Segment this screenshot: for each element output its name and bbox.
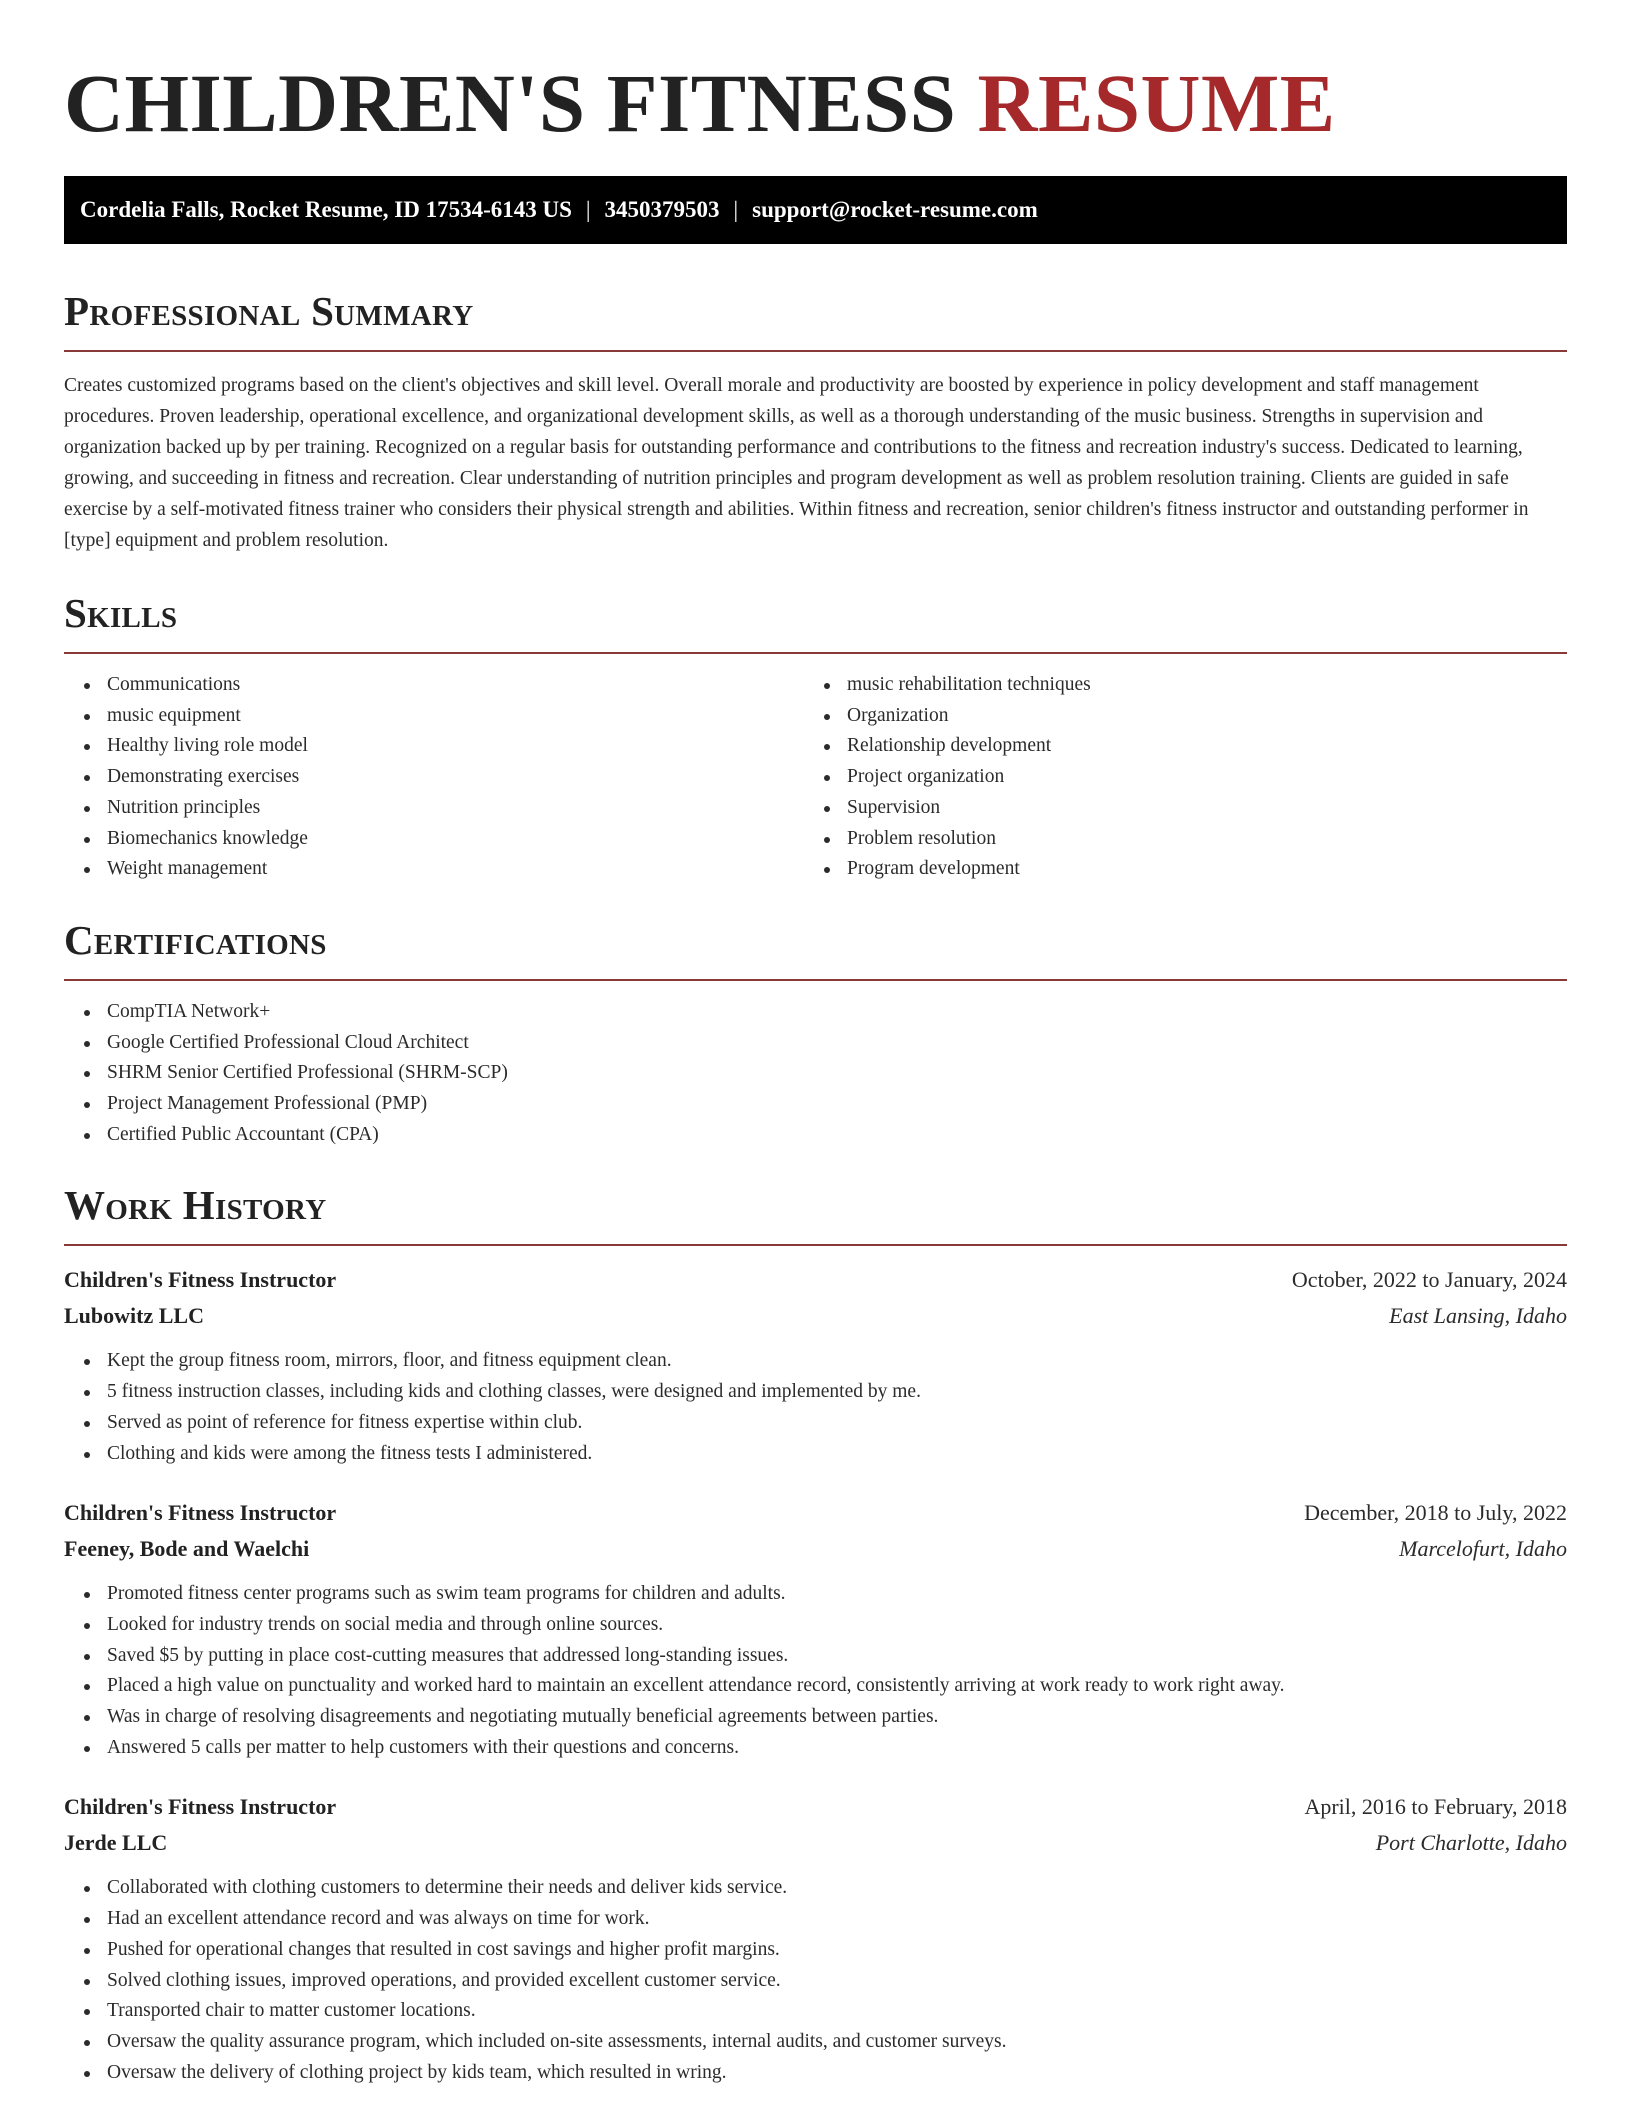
job-header-row	[64, 1262, 1567, 1298]
job-entry	[64, 1495, 1567, 1763]
skill-item: Problem resolution	[804, 824, 1544, 855]
job-duty-item: 5 fitness instruction classes, including kids and clothing classes, were designed and implemented by me.	[64, 1377, 1567, 1408]
contact-address: Cordelia Falls, Rocket Resume, ID 17534-6143 US	[80, 197, 572, 222]
resume-title	[64, 0, 1567, 152]
certifications-section	[64, 915, 1567, 1151]
job-duty-item: Kept the group fitness room, mirrors, floor, and fitness equipment clean.	[64, 1346, 1567, 1377]
section-title-summary: Professional Summary	[64, 288, 474, 334]
job-duty-item: Saved $5 by putting in place cost-cutting measures that addressed long-standing issues.	[64, 1641, 1567, 1672]
contact-email: support@rocket-resume.com	[752, 197, 1038, 222]
job-duty-item: Had an excellent attendance record and was always on time for work.	[64, 1904, 1567, 1935]
section-divider	[64, 979, 1567, 981]
job-company: Feeney, Bode and Waelchi	[64, 1536, 310, 1562]
summary-section	[64, 286, 1567, 556]
skill-item: Program development	[804, 854, 1544, 885]
job-duty-item: Pushed for operational changes that resulted in cost savings and higher profit margins.	[64, 1935, 1567, 1966]
skill-item: Weight management	[64, 854, 804, 885]
skill-item: music equipment	[64, 701, 804, 732]
job-title: Children's Fitness Instructor	[64, 1500, 337, 1526]
section-divider	[64, 1244, 1567, 1246]
resume-page	[64, 0, 1567, 2088]
contact-phone: 3450379503	[604, 197, 720, 222]
job-duties-list	[64, 1346, 1567, 1469]
job-location: East Lansing, Idaho	[1389, 1303, 1567, 1329]
job-duty-item: Solved clothing issues, improved operations, and provided excellent customer service.	[64, 1966, 1567, 1997]
skills-grid	[64, 670, 1567, 885]
certification-item: Project Management Professional (PMP)	[64, 1089, 1567, 1120]
job-entry	[64, 1789, 1567, 2088]
certification-item: Google Certified Professional Cloud Architect	[64, 1028, 1567, 1059]
job-duty-item: Placed a high value on punctuality and worked hard to maintain an excellent attendance record, consistently arriving at work ready to work right away.	[64, 1671, 1567, 1702]
job-duty-item: Was in charge of resolving disagreements and negotiating mutually beneficial agreements between parties.	[64, 1702, 1567, 1733]
job-duties-list	[64, 1873, 1567, 2088]
job-duty-item: Transported chair to matter customer locations.	[64, 1996, 1567, 2027]
job-dates: April, 2016 to February, 2018	[1304, 1794, 1567, 1820]
contact-bar	[64, 176, 1567, 244]
work-history-section	[64, 1180, 1567, 2088]
job-duty-item: Collaborated with clothing customers to determine their needs and deliver kids service.	[64, 1873, 1567, 1904]
skill-item: Biomechanics knowledge	[64, 824, 804, 855]
job-location: Port Charlotte, Idaho	[1375, 1830, 1567, 1856]
skills-list-right	[804, 670, 1544, 885]
job-dates: October, 2022 to January, 2024	[1291, 1267, 1567, 1293]
summary-text: Creates customized programs based on the client's objectives and skill level. Overall morale and productivity are boosted by experience in policy development and staff management procedures. Proven leadership, operational excellence, and organizational development skills, as well as a thorough understanding of the music business. Strengths in supervision and organization backed up by per training. Recognized on a regular basis for outstanding performance and contributions to the fitness and recreation industry's success. Dedicated to learning, growing, and succeeding in fitness and recreation. Clear understanding of nutrition principles and program development as well as problem resolution training. Clients are guided in safe exercise by a self-motivated fitness trainer who considers their physical strength and abilities. Within fitness and recreation, senior children's fitness instructor and outstanding performer in [type] equipment and problem resolution.	[64, 375, 1529, 551]
skill-item: Healthy living role model	[64, 731, 804, 762]
certification-item: CompTIA Network+	[64, 997, 1567, 1028]
section-divider	[64, 652, 1567, 654]
job-duty-item: Answered 5 calls per matter to help customers with their questions and concerns.	[64, 1733, 1567, 1764]
job-company-row	[64, 1298, 1567, 1334]
skill-item: Nutrition principles	[64, 793, 804, 824]
job-duty-item: Looked for industry trends on social media and through online sources.	[64, 1610, 1567, 1641]
skill-item: music rehabilitation techniques	[804, 670, 1544, 701]
job-location: Marcelofurt, Idaho	[1399, 1536, 1567, 1562]
contact-separator: |	[733, 197, 739, 222]
section-divider	[64, 350, 1567, 352]
certification-item: Certified Public Accountant (CPA)	[64, 1120, 1567, 1151]
title-accent: RESUME	[977, 57, 1336, 149]
job-duty-item: Promoted fitness center programs such as swim team programs for children and adults.	[64, 1579, 1567, 1610]
job-company: Lubowitz LLC	[64, 1303, 204, 1329]
job-duty-item: Served as point of reference for fitness expertise within club.	[64, 1408, 1567, 1439]
skill-item: Demonstrating exercises	[64, 762, 804, 793]
skill-item: Project organization	[804, 762, 1544, 793]
skill-item: Relationship development	[804, 731, 1544, 762]
section-title-work-history: Work History	[64, 1182, 327, 1229]
section-title-certifications: Certifications	[64, 916, 327, 963]
job-duty-item: Oversaw the delivery of clothing project by kids team, which resulted in wring.	[64, 2058, 1567, 2089]
job-entry	[64, 1262, 1567, 1469]
job-title: Children's Fitness Instructor	[64, 1267, 337, 1293]
skill-item: Communications	[64, 670, 804, 701]
job-dates: December, 2018 to July, 2022	[1304, 1500, 1567, 1526]
skill-item: Supervision	[804, 793, 1544, 824]
job-duty-item: Clothing and kids were among the fitness tests I administered.	[64, 1439, 1567, 1470]
job-title: Children's Fitness Instructor	[64, 1794, 337, 1820]
skills-list-left	[64, 670, 804, 885]
job-company-row	[64, 1825, 1567, 1861]
job-duty-item: Oversaw the quality assurance program, which included on-site assessments, internal audits, and customer surveys.	[64, 2027, 1567, 2058]
job-company: Jerde LLC	[64, 1830, 168, 1856]
section-title-skills: Skills	[64, 590, 178, 636]
certifications-list	[64, 997, 1567, 1151]
job-header-row	[64, 1495, 1567, 1531]
job-header-row	[64, 1789, 1567, 1825]
skills-section	[64, 588, 1567, 885]
job-company-row	[64, 1531, 1567, 1567]
skill-item: Organization	[804, 701, 1544, 732]
contact-separator: |	[585, 197, 591, 222]
title-main: CHILDREN'S FITNESS	[64, 57, 957, 149]
job-duties-list	[64, 1579, 1567, 1763]
certification-item: SHRM Senior Certified Professional (SHRM-SCP)	[64, 1058, 1567, 1089]
